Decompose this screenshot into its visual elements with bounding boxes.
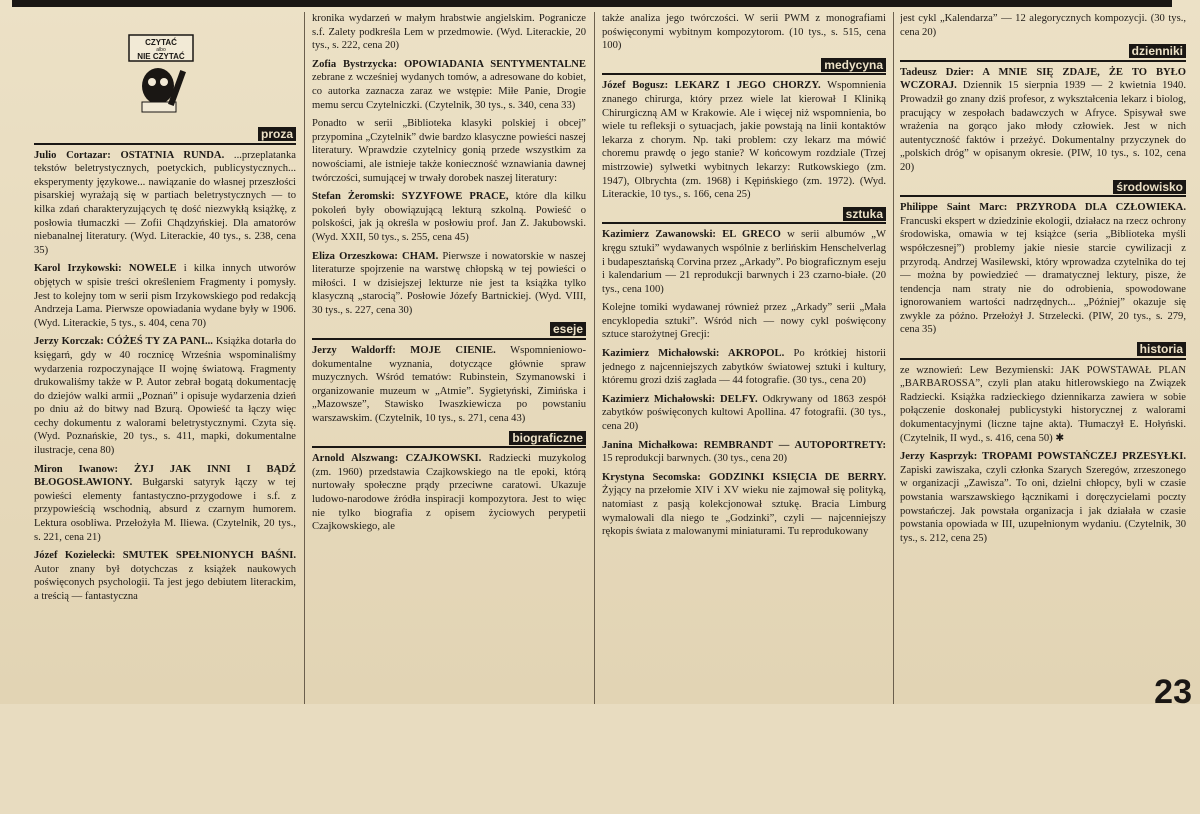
book-title: Julio Cortazar: OSTATNIA RUNDA. [34, 149, 225, 161]
book-title: Kazimierz Zawanowski: EL GRECO [602, 229, 781, 241]
book-review-paragraph [312, 190, 586, 244]
book-title: Eliza Orzeszkowa: CHAM. [312, 250, 439, 262]
book-review-paragraph [900, 201, 1186, 337]
book-title: Jerzy Kasprzyk: TROPAMI POWSTAŃCZEJ PRZESYŁKI. [900, 451, 1186, 463]
review-text: zebrane z wcześniej wydanych tomów, a adresowane do kobiet, co autorka zaznacza zaraz we wstępie: Miłe Panie, Drogie memu sercu Czytelniczki. (Czytelnik, 30 tys., s. 340, cena 33) [312, 72, 586, 111]
book-title: Philippe Saint Marc: PRZYRODA DLA CZŁOWIEKA. [900, 202, 1186, 214]
book-review-paragraph [34, 262, 296, 330]
book-review-paragraph [312, 117, 586, 185]
book-title: Jerzy Waldorff: MOJE CIENIE. [312, 345, 496, 357]
book-title: Janina Michałkowa: REMBRANDT — AUTOPORTRETY: [602, 439, 886, 451]
book-review-paragraph [312, 344, 586, 426]
review-text: Zapiski zawiszaka, czyli członka Szarych Szeregów, zrzeszonego w organizacji „Zawisza”. To oni, dzielni chłopcy, byli w czasie powstania warszawskiego łącznikami i doręczycielami poczty powstańczej. Jak powstała organizacja i jak działała w czasie powstania opowiada w III, uzupełnionym wydaniu. (Czytelnik, 30 tys., s. 212, cena 25) [900, 464, 1186, 544]
review-list [900, 66, 1186, 175]
page-number: 23 [1154, 673, 1192, 711]
review-text: Książka dotarła do księgarń, gdy w 40 rocznicę Września wspominaliśmy wydarzenia rozpoczynające II wojnę światową. Fragmenty drukowaliśmy także w P. Autor zebrał bogatą dokumentację do dziejów walki armii „Poznań” i opisuje wydarzenia dzień po dniu aż do bitwy nad Bzurą. Opowieść ta łączy więc cechy dokumentu z walorami beletrystycznymi. Czyta się. (Wyd. Poznańskie, 20 tys., s. 411, mapki, dokumentalne ilustracje, cena 80) [34, 336, 296, 457]
section-header-historia: historia [900, 343, 1186, 360]
column-1 [34, 122, 296, 814]
review-text: które dla kilku pokoleń były obowiązującą lekturą szkolną. Powieść o polskości, jak ją określa w posłowiu prof. Jan Z. Jakubowski. (Wyd. XXII, 50 tys., s. 255, cena 45) [312, 191, 586, 243]
book-review-paragraph [900, 12, 1186, 39]
review-text: Francuski ekspert w dziedzinie ekologii, działacz na rzecz ochrony środowiska, omawia w tej książce (seria „Biblioteka myśli współczesnej”) problemy jakie niesie starcie cywilizacji z przyrodą. Andrzej Wasilewski, który wprowadza czytelnika do tej — można by powiedzieć — dramatycznej lektury, pisze, że tendencja nam straty nie do odrobienia, spowodowane ignorowaniem wartości nadrzędnych... „Później” okazuje się zwykle za późno. Przełożył J. Strzelecki. (PIW, 20 tys., s. 279, cena 35) [900, 215, 1186, 336]
book-review-paragraph [900, 450, 1186, 545]
svg-text:albo: albo [156, 47, 166, 53]
review-list [602, 12, 886, 53]
section-header-srodowisko: środowisko [900, 181, 1186, 198]
review-text: jest cykl „Kalendarza” — 12 alegorycznych kompozycji. (30 tys., cena 20) [900, 13, 1186, 38]
book-review-paragraph [602, 347, 886, 388]
section-header-eseje: eseje [312, 323, 586, 340]
review-text: Pierwsze i nowatorskie w naszej literaturze spojrzenie na warstwę chłopską w tej powieści o miłości. I w dzisiejszej lekturze nie jest ta książka tylko klasyczną „starocią”. Posłowie Józefy Bartnickiej. (Wyd. VIII, 30 tys., s. 227, cena 30) [312, 250, 586, 316]
book-review-paragraph [602, 228, 886, 296]
review-list [312, 12, 586, 317]
book-review-paragraph [602, 393, 886, 434]
review-text: ze wznowień: Lew Bezymienski: JAK POWSTAWAŁ PLAN „BARBAROSSA”, czyli plan ataku hitlerowskiego na Związek Radziecki. Książka radzieckiego dziennikarza zawiera w sobie połączenie doskonałej publicystyki historycznej z walorami dokumentacyjnymi (liczne tajne akta). Tłumaczył E. Hołyński. (Czytelnik, II wyd., s. 416, cena 50) ✱ [900, 364, 1186, 444]
book-review-paragraph [900, 66, 1186, 175]
book-review-paragraph [34, 149, 296, 258]
book-review-paragraph [312, 58, 586, 112]
book-review-paragraph [602, 12, 886, 53]
book-review-paragraph [602, 471, 886, 539]
czytac-logo-icon [128, 34, 194, 114]
book-title: Józef Kozielecki: SMUTEK SPEŁNIONYCH BAŚNI. [34, 550, 296, 562]
book-review-paragraph [900, 364, 1186, 446]
book-review-paragraph [312, 452, 586, 534]
book-review-paragraph [602, 439, 886, 466]
book-title: Jerzy Korczak: CÓŻEŚ TY ZA PANI... [34, 336, 213, 348]
book-title: Krystyna Secomska: GODZINKI KSIĘCIA DE BERRY. [602, 471, 886, 483]
review-list [900, 364, 1186, 546]
review-text: ...przeplatanka tekstów beletrystycznych, poetyckich, publicystycznych... eksperymenty językowe... nawiązanie do własnej przeszłości pisarskiej wyrażają się w partiach beletrystycznych — to kilka zdań charakteryzujących tę dość niezwykłą książkę, z posłowia tłumaczki — Zofii Chądzyńskiej. Dla amatorów niebanalnej literatury. (Wyd. Literackie, 40 tys., s. 238, cena 35) [34, 149, 296, 256]
review-text: Odkrywany od 1863 zespół zabytków poświęconych kultowi Apollina. 47 fotografii. (30 tys., cena 20) [602, 393, 886, 433]
review-text: i kilka innych utworów objętych w spisie treści określeniem Fragmenty i pomysły. Jest to kolejny tom w serii pism Irzykowskiego pod redakcją Andrzeja Lama. Pierwsze opowiadania wydane były w 1906. (Wyd. Literackie, 5 tys., s. 404, cena 70) [34, 263, 296, 329]
section-header-dzienniki: dzienniki [900, 45, 1186, 62]
review-text: Kolejne tomiki wydawanej również przez „Arkady” serii „Mała encyklopedia sztuki”. Wśród nich — nowy cykl poświęcony sztuce starożytnej Grecji: [602, 302, 886, 341]
book-title: Kazimierz Michałowski: DELFY. [602, 393, 758, 405]
book-review-paragraph [312, 250, 586, 318]
column-3 [602, 12, 886, 704]
section-header-medycyna: medycyna [602, 59, 886, 76]
review-text: także analiza jego twórczości. W serii PWM z monografiami poświęconymi wybitnym kompozytorom. (10 tys., s. 515, cena 100) [602, 13, 886, 52]
book-review-paragraph [602, 79, 886, 201]
review-text: Autor znany był dotychczas z książek naukowych poświęconych psychologii. Ta jest jego debiutem literackim, a treścią — fantastyczna [34, 563, 296, 602]
column-divider [893, 12, 894, 704]
book-review-paragraph [602, 301, 886, 342]
svg-text:NIE CZYTAĆ: NIE CZYTAĆ [137, 52, 185, 61]
review-text: Ponadto w serii „Biblioteka klasyki polskiej i obcej” przypomina „Czytelnik” dwie bardzo klasyczne powieści naszej literatury. Wprawdzie czytelnicy gonią przede wszystkim za nowościami, ale istnieje także konieczność wznawiania dawnej twórczości, sumującej w trwały dorobek naszej literatury: [312, 118, 586, 184]
review-list [312, 452, 586, 534]
review-text: Radziecki muzykolog (zm. 1960) przedstawia Czajkowskiego na tle epoki, którą nurtowały społeczne prądy przeciwne caratowi. Ukazuje ludowo-narodowe źródła inspiracji kompozytora. Jest to więc nie tylko biografia z opisem życiowych perypetii Czajkowskiego, ale [312, 453, 586, 533]
review-text: Żyjący na przełomie XIV i XV wieku nie zajmował się polityką, natomiast z pasją kolekcjonował sztukę. Bracia Limburg wymalowali dla niego te „Godzinki”, czyli — najcenniejszy rękopis świata z malowanymi miniaturami. Tu reprodukowany [602, 485, 886, 538]
review-text: Po krótkiej historii jednego z najcenniejszych zabytków światowej sztuki i kultury, któremu grozi dziś zagłada — 44 fotografie. (30 tys., cena 20) [602, 348, 886, 387]
book-review-paragraph [34, 335, 296, 457]
column-divider [594, 12, 595, 704]
review-text: kronika wydarzeń w małym hrabstwie angielskim. Pogranicze s.f. Zalety podkreśla Lem w przedmowie. (Wyd. Literackie, 20 tys., s. 222, cena 20) [312, 13, 586, 52]
book-review-paragraph [34, 549, 296, 603]
review-text: Wspomnienia znanego chirurga, który przez wiele lat kierował I Kliniką Chirurgiczną AM w Krakowie. Ale i więcej niż wspomnienia, bo wiele tu refleksji o sytuacjach, jakie powstają na linii kontaktów lekarza z chorym. Np. taki problem: czy lekarz ma mówić choremu prawdę o jego stanie? W końcowym rozdziale (Trzej mistrzowie) sylwetki wybitnych lekarzy: Rutkowskiego (zm. 1947), Olbrychta (zm. 1968) i Kępińskiego (zm. 1972). (Wyd. Literackie, 10 tys., s. 166, cena 25) [602, 80, 886, 201]
book-review-paragraph [34, 463, 296, 545]
column-divider [304, 12, 305, 704]
book-title: Arnold Alszwang: CZAJKOWSKI. [312, 453, 482, 465]
review-text: w serii albumów „W kręgu sztuki” wydawanych wspólnie z berlińskim Henschelverlag i budapesztańską Corvina przez „Arkady”. Po biograficznym eseju i kalendarium — 21 reprodukcji barwnych i 23 czarno-białe. (20 tys., cena 100) [602, 229, 886, 295]
book-title: Miron Iwanow: ŻYJ JAK INNI I BĄDŹ BŁOGOSŁAWIONY. [34, 463, 296, 489]
svg-text:CZYTAĆ: CZYTAĆ [145, 38, 177, 47]
book-title: Zofia Bystrzycka: OPOWIADANIA SENTYMENTALNE [312, 58, 586, 70]
review-list [602, 228, 886, 538]
column-4 [900, 12, 1186, 704]
book-title: Józef Bogusz: LEKARZ I JEGO CHORZY. [602, 80, 821, 92]
book-title: Kazimierz Michałowski: AKROPOL. [602, 348, 785, 360]
section-header-biograficzne: biograficzne [312, 432, 586, 449]
review-text: Bułgarski satyryk łączy w tej powieści elementy fantastyczno-przygodowe i s.f. z przypowieścią wschodnią, absurd z czarnym humorem. Lektura osobliwa. Przełożyła M. Iliewa. (Czytelnik, 20 tys., s. 221, cena 21) [34, 477, 296, 543]
review-list [602, 79, 886, 201]
review-list [34, 149, 296, 604]
book-review-paragraph [312, 12, 586, 53]
book-title: Tadeusz Dzier: A MNIE SIĘ ZDAJE, ŻE TO BYŁO WCZORAJ. [900, 66, 1186, 92]
section-header-proza: proza [34, 128, 296, 145]
review-text: Wspomnieniowo-dokumentalne wyznania, dotyczące głównie spraw muzycznych. Wśród tematów: Rubinstein, Szymanowski i organizowanie muzeum w „Atmie”. Sygietyński, Zimińska i „Mazowsze”, Stawisko Iwaszkiewicza po powstaniu warszawskim. (Czytelnik, 10 tys., s. 271, cena 43) [312, 345, 586, 425]
top-rule [12, 0, 1172, 7]
review-list [900, 201, 1186, 337]
review-list [900, 12, 1186, 39]
column-2 [312, 12, 586, 704]
review-text: Dziennik 15 sierpnia 1939 — 2 kwietnia 1940. Prowadził go znany dziś profesor, z wykształcenia lekarz i biolog, pracujący w zespołach badawczych w Afryce. Spisywał swe wrażenia na gorąco jako młody człowiek. Jest w nich autentyczność faktów i przeżyć. Dokumentalny przyczynek do „polskich dróg” w opisanym okresie. (PIW, 10 tys., s. 102, cena 20) [900, 80, 1186, 173]
review-list [312, 344, 586, 426]
book-title: Karol Irzykowski: NOWELE [34, 263, 177, 275]
book-title: Stefan Żeromski: SYZYFOWE PRACE, [312, 191, 509, 203]
review-text: 15 reprodukcji barwnych. (30 tys., cena 20) [602, 453, 788, 465]
section-header-sztuka: sztuka [602, 208, 886, 225]
